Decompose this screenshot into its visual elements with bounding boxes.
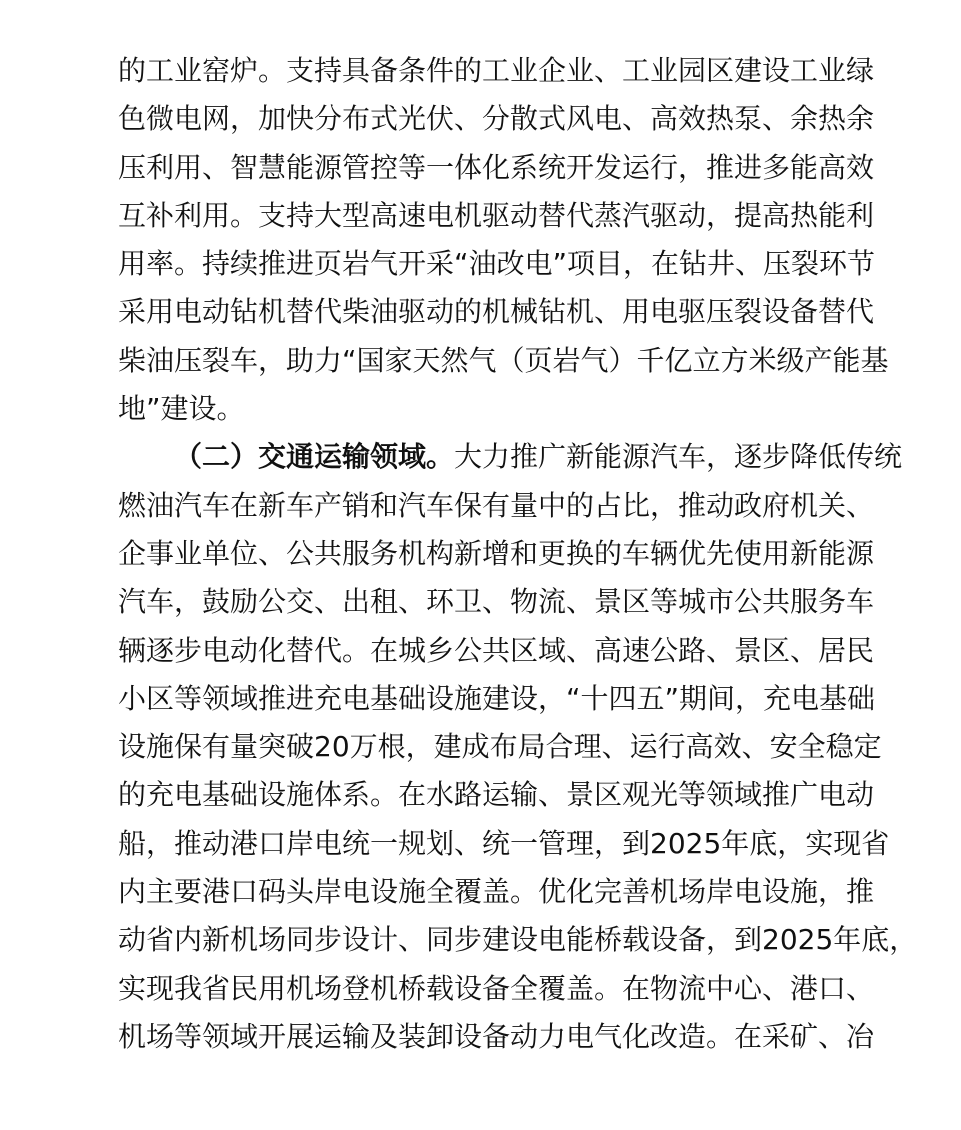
text-line: 地”建设。 bbox=[118, 392, 245, 426]
text-line: 船，推动港口岸电统一规划、统一管理，到2025年底，实现省 bbox=[118, 826, 890, 860]
text-line: 互补利用。支持大型高速电机驱动替代蒸汽驱动，提高热能利 bbox=[118, 198, 875, 232]
text-line: 动省内新机场同步设计、同步建设电能桥载设备，到2025年底， bbox=[118, 923, 918, 957]
text-line: 采用电动钻机替代柴油驱动的机械钻机、用电驱压裂设备替代 bbox=[118, 295, 875, 329]
text-line: 内主要港口码头岸电设施全覆盖。优化完善机场岸电设施，推 bbox=[118, 875, 875, 909]
section-2-first-line-text: 大力推广新能源汽车，逐步降低传统 bbox=[454, 440, 903, 474]
section-2-first-line bbox=[118, 433, 903, 481]
text-line: 用率。持续推进页岩气开采“油改电”项目，在钻井、压裂环节 bbox=[118, 247, 876, 281]
text-line: 汽车，鼓励公交、出租、环卫、物流、景区等城市公共服务车 bbox=[118, 585, 875, 619]
text-line: 燃油汽车在新车产销和汽车保有量中的占比，推动政府机关、 bbox=[118, 488, 875, 522]
text-line: 辆逐步电动化替代。在城乡公共区域、高速公路、景区、居民 bbox=[118, 633, 875, 667]
text-line: 小区等领域推进充电基础设施建设，“十四五”期间，充电基础 bbox=[118, 681, 876, 715]
text-line: 的工业窑炉。支持具备条件的工业企业、工业园区建设工业绿 bbox=[118, 54, 875, 87]
body-text bbox=[118, 47, 918, 1061]
text-line: 设施保有量突破20万根，建成布局合理、运行高效、安全稳定 bbox=[118, 730, 882, 764]
section-heading: （二）交通运输领域。 bbox=[174, 440, 455, 474]
text-line: 企事业单位、公共服务机构新增和更换的车辆优先使用新能源 bbox=[118, 536, 875, 570]
text-line: 色微电网，加快分布式光伏、分散式风电、高效热泵、余热余 bbox=[118, 102, 875, 136]
text-line: 机场等领域开展运输及装卸设备动力电气化改造。在采矿、冶 bbox=[118, 1019, 875, 1053]
text-line: 的充电基础设施体系。在水路运输、景区观光等领域推广电动 bbox=[118, 778, 875, 812]
text-line: 柴油压裂车，助力“国家天然气（页岩气）千亿立方米级产能基 bbox=[118, 343, 889, 377]
text-line: 压利用、智慧能源管控等一体化系统开发运行，推进多能高效 bbox=[118, 150, 875, 184]
text-line: 实现我省民用机场登机桥载设备全覆盖。在物流中心、港口、 bbox=[118, 971, 875, 1005]
